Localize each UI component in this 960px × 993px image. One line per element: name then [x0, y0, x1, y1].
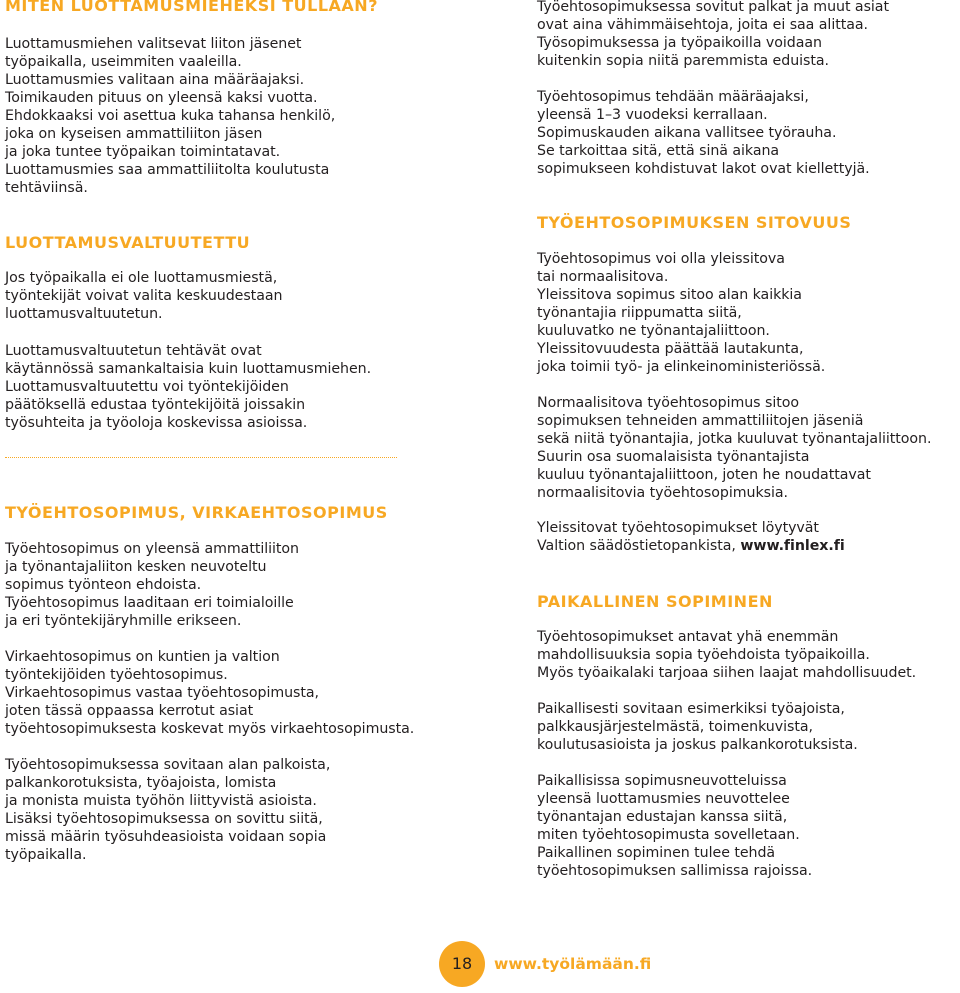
text-line: työntekijöiden työehtosopimus. — [5, 667, 228, 683]
text-line: luottamusvaltuutetun. — [5, 306, 163, 322]
page-footer — [0, 935, 960, 993]
text-line: joka on kyseisen ammattiliiton jäsen — [5, 126, 263, 142]
text-line: Myös työaikalaki tarjoaa siihen laajat mahdollisuudet. — [537, 665, 917, 681]
text-line: Yleissitova sopimus sitoo alan kaikkia — [537, 287, 802, 303]
text-line: ovat aina vähimmäisehtoja, joita ei saa alittaa. — [537, 17, 868, 33]
text-line: Työehtosopimuksessa sovitaan alan palkoista, — [5, 757, 331, 773]
text-line: Lisäksi työehtosopimuksessa on sovittu siitä, — [5, 811, 323, 827]
page-number: 18 — [439, 941, 485, 987]
text-line: ja eri työntekijäryhmille erikseen. — [5, 613, 242, 629]
text-line: joka toimii työ- ja elinkeinoministeriössä. — [537, 359, 826, 375]
text-line: Työehtosopimus voi olla yleissitova — [537, 251, 785, 267]
valtuutettu-paragraph-2 — [5, 342, 371, 432]
text-line: joten tässä oppaassa kerrotut asiat — [5, 703, 254, 719]
right-paragraph-2 — [537, 88, 870, 178]
text-line: Virkaehtosopimus on kuntien ja valtion — [5, 649, 280, 665]
text-line: Työsopimuksessa ja työpaikoilla voidaan — [537, 35, 822, 51]
text-line: Työehtosopimus tehdään määräajaksi, — [537, 89, 809, 105]
text-line: kuitenkin sopia niitä paremmista eduista. — [537, 53, 829, 69]
text-line: työnantajia riippumatta siitä, — [537, 305, 742, 321]
text-line: kuuluu työnantajaliittoon, joten he noudattavat — [537, 467, 871, 483]
finlex-prefix: Valtion säädöstietopankista, — [537, 538, 741, 554]
text-line: työntekijät voivat valita keskuudestaan — [5, 288, 283, 304]
text-line: Luottamusvaltuutetun tehtävät ovat — [5, 343, 262, 359]
section-heading-paikallinen: PAIKALLINEN SOPIMINEN — [537, 592, 773, 611]
text-line: tehtäviinsä. — [5, 180, 88, 196]
finlex-link[interactable]: www.finlex.fi — [740, 538, 845, 554]
section-heading-tyoehtosopimus: TYÖEHTOSOPIMUS, VIRKAEHTOSOPIMUS — [5, 503, 388, 522]
text-line: yleensä luottamusmies neuvottelee — [537, 791, 790, 807]
text-line: työpaikalla. — [5, 847, 87, 863]
text-line: sopimuksen tehneiden ammattiliitojen jäseniä — [537, 413, 864, 429]
dotted-divider — [5, 457, 397, 458]
text-line: yleensä 1–3 vuodeksi kerrallaan. — [537, 107, 768, 123]
text-line: työsuhteita ja työoloja koskevissa asioissa. — [5, 415, 308, 431]
paikallinen-paragraph-1 — [537, 628, 916, 682]
tes-paragraph-1 — [5, 540, 299, 630]
text-line: palkankorotuksista, työajoista, lomista — [5, 775, 277, 791]
text-line: Paikallisesti sovitaan esimerkiksi työajoista, — [537, 701, 845, 717]
text-line: Työehtosopimus laaditaan eri toimialoille — [5, 595, 294, 611]
text-line: Ehdokkaaksi voi asettua kuka tahansa henkilö, — [5, 108, 336, 124]
text-line: Virkaehtosopimus vastaa työehtosopimusta, — [5, 685, 320, 701]
sitovuus-paragraph-1 — [537, 250, 825, 376]
text-line: palkkausjärjestelmästä, toimenkuvista, — [537, 719, 813, 735]
text-line — [537, 537, 845, 555]
right-intro-paragraph — [537, 0, 889, 70]
text-line: Paikallinen sopiminen tulee tehdä — [537, 845, 776, 861]
text-line: Luottamusvaltuutettu voi työntekijöiden — [5, 379, 289, 395]
tes-paragraph-3 — [5, 756, 330, 864]
text-line: työpaikalla, useimmiten vaaleilla. — [5, 54, 242, 70]
text-line: sekä niitä työnantajia, jotka kuuluvat työnantajaliittoon. — [537, 431, 932, 447]
text-line: Se tarkoittaa sitä, että sinä aikana — [537, 143, 780, 159]
text-line: Paikallisissa sopimusneuvotteluissa — [537, 773, 787, 789]
text-line: miten työehtosopimusta sovelletaan. — [537, 827, 800, 843]
text-line: ja joka tuntee työpaikan toimintatavat. — [5, 144, 281, 160]
text-line: Luottamusmies valitaan aina määräajaksi. — [5, 72, 305, 88]
text-line: Luottamusmiehen valitsevat liiton jäsenet — [5, 36, 302, 52]
sitovuus-paragraph-2 — [537, 394, 931, 502]
section-heading-luottamusvaltuutettu: LUOTTAMUSVALTUUTETTU — [5, 233, 251, 252]
paikallinen-paragraph-3 — [537, 772, 812, 880]
text-line: Jos työpaikalla ei ole luottamusmiestä, — [5, 270, 278, 286]
text-line: Työehtosopimukset antavat yhä enemmän — [537, 629, 839, 645]
text-line: työehtosopimuksen sallimissa rajoissa. — [537, 863, 813, 879]
text-line: missä määrin työsuhdeasioista voidaan sopia — [5, 829, 327, 845]
text-line: ja työnantajaliiton kesken neuvoteltu — [5, 559, 267, 575]
tes-paragraph-2 — [5, 648, 414, 738]
text-line: kuuluvatko ne työnantajaliittoon. — [537, 323, 770, 339]
text-line: Yleissitovuudesta päättää lautakunta, — [537, 341, 804, 357]
text-line: normaalisitovia työehtosopimuksia. — [537, 485, 788, 501]
valtuutettu-paragraph-1 — [5, 269, 282, 323]
text-line: käytännössä samankaltaisia kuin luottamusmiehen. — [5, 361, 372, 377]
text-line: työnantajan edustajan kanssa siitä, — [537, 809, 788, 825]
text-line: Yleissitovat työehtosopimukset löytyvät — [537, 520, 819, 536]
intro-paragraph — [5, 35, 335, 197]
text-line: ja monista muista työhön liittyvistä asioista. — [5, 793, 317, 809]
finlex-paragraph — [537, 519, 845, 555]
text-line: tai normaalisitova. — [537, 269, 669, 285]
section-heading-sitovuus: TYÖEHTOSOPIMUKSEN SITOVUUS — [537, 213, 852, 232]
text-line: Toimikauden pituus on yleensä kaksi vuotta. — [5, 90, 318, 106]
text-line: sopimus työnteon ehdoista. — [5, 577, 202, 593]
text-line: koulutusasioista ja joskus palkankorotuksista. — [537, 737, 858, 753]
top-heading: MITEN LUOTTAMUSMIEHEKSI TULLAAN? — [5, 0, 378, 15]
text-line: Työehtosopimus on yleensä ammattiliiton — [5, 541, 299, 557]
paikallinen-paragraph-2 — [537, 700, 858, 754]
text-line: Suurin osa suomalaisista työnantajista — [537, 449, 810, 465]
text-line: Normaalisitova työehtosopimus sitoo — [537, 395, 799, 411]
text-line: Luottamusmies saa ammattiliitolta koulutusta — [5, 162, 330, 178]
text-line: Sopimuskauden aikana vallitsee työrauha. — [537, 125, 837, 141]
text-line: päätöksellä edustaa työntekijöitä joissakin — [5, 397, 306, 413]
text-line: mahdollisuuksia sopia työehdoista työpaikoilla. — [537, 647, 870, 663]
text-line: Työehtosopimuksessa sovitut palkat ja muut asiat — [537, 0, 889, 15]
footer-website-link[interactable]: www.työlämään.fi — [494, 955, 652, 973]
text-line: sopimukseen kohdistuvat lakot ovat kiellettyjä. — [537, 161, 870, 177]
text-line: työehtosopimuksesta koskevat myös virkaehtosopimusta. — [5, 721, 415, 737]
